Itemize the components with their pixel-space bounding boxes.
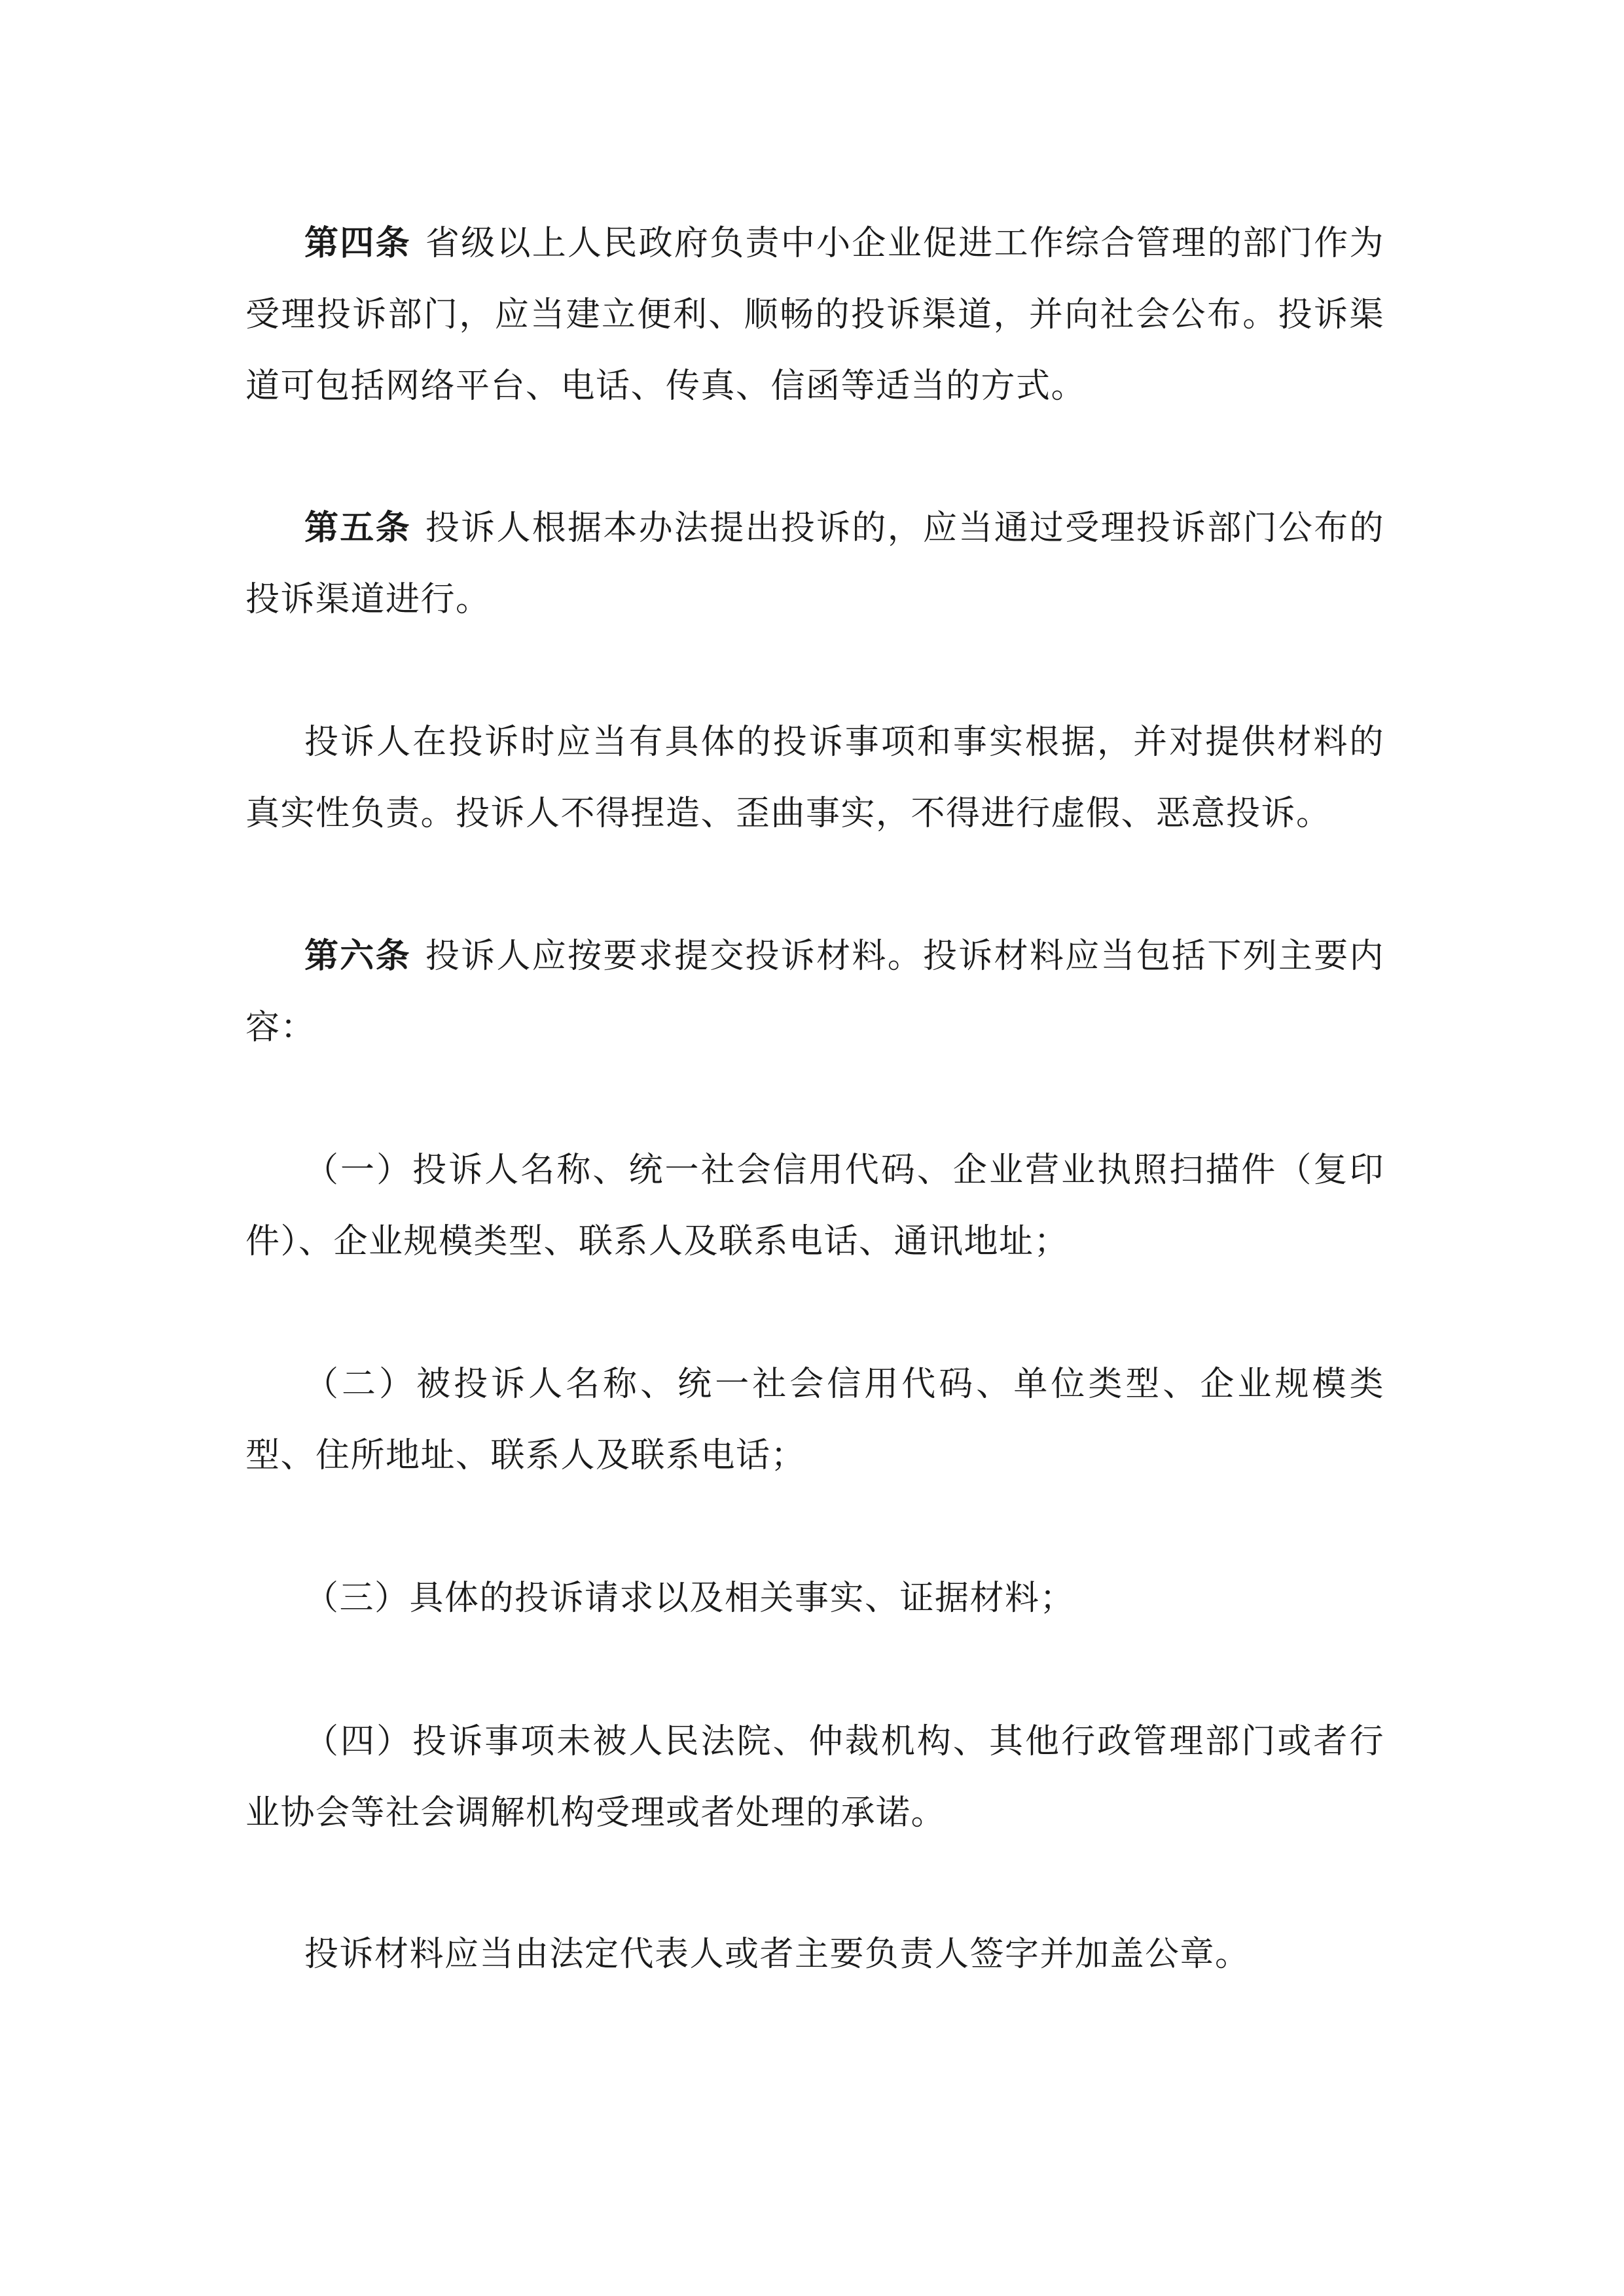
- list-item-3: [245, 1563, 1384, 1634]
- list-item-1: [245, 1135, 1384, 1278]
- paragraph-text: 投诉人应按要求提交投诉材料。投诉材料应当包括下列主要内容：: [245, 937, 1384, 1047]
- paragraph-text: （二）被投诉人名称、统一社会信用代码、单位类型、企业规模类型、住所地址、联系人及联系电话；: [245, 1365, 1384, 1475]
- article-number: 第六条: [304, 937, 411, 976]
- article-number: 第四条: [304, 224, 411, 263]
- paragraph-text: （四）投诉事项未被人民法院、仲裁机构、其他行政管理部门或者行业协会等社会调解机构受理或者处理的承诺。: [245, 1722, 1384, 1833]
- paragraph-article-6: [245, 921, 1384, 1064]
- article-number: 第五条: [304, 509, 411, 548]
- paragraph-article-4: [245, 208, 1384, 422]
- list-item-4: [245, 1706, 1384, 1849]
- paragraph-text: 省级以上人民政府负责中小企业促进工作综合管理的部门作为受理投诉部门，应当建立便利、顺畅的投诉渠道，并向社会公布。投诉渠道可包括网络平台、电话、传真、信函等适当的方式。: [245, 224, 1384, 406]
- paragraph-article-5: [245, 493, 1384, 636]
- paragraph-text: （三）具体的投诉请求以及相关事实、证据材料；: [304, 1579, 1075, 1618]
- paragraph-text: 投诉材料应当由法定代表人或者主要负责人签字并加盖公章。: [304, 1935, 1250, 1974]
- list-item-2: [245, 1349, 1384, 1492]
- paragraph-text: 投诉人根据本办法提出投诉的，应当通过受理投诉部门公布的投诉渠道进行。: [245, 509, 1384, 619]
- paragraph-signature-requirement: [245, 1919, 1384, 1990]
- paragraph-complaint-requirements: [245, 707, 1384, 850]
- paragraph-text: 投诉人在投诉时应当有具体的投诉事项和事实根据，并对提供材料的真实性负责。投诉人不得捏造、歪曲事实，不得进行虚假、恶意投诉。: [245, 723, 1384, 833]
- paragraph-text: （一）投诉人名称、统一社会信用代码、企业营业执照扫描件（复印件）、企业规模类型、联系人及联系电话、通讯地址；: [245, 1151, 1384, 1261]
